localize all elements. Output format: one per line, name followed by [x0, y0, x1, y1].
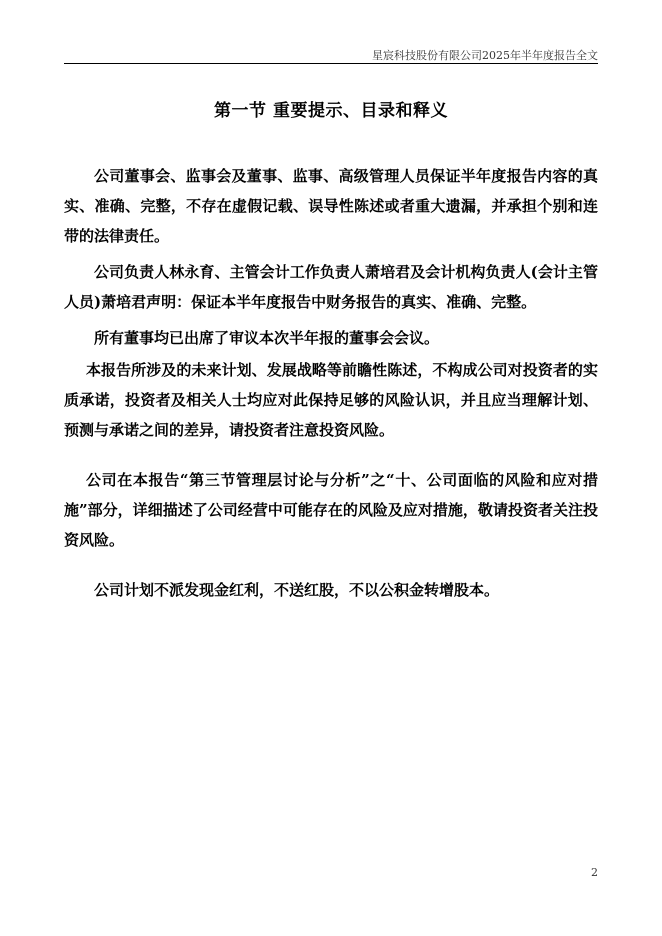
paragraph-responsibility-statement: 公司董事会、监事会及董事、监事、高级管理人员保证半年度报告内容的真实、准确、完整，不存在虚假记载、误导性陈述或者重大遗漏，并承担个别和连带的法律责任。: [64, 167, 598, 245]
paragraph-board-attendance: 所有董事均已出席了审议本次半年报的董事会会议。: [94, 329, 440, 347]
paragraph-forward-looking: 本报告所涉及的未来计划、发展战略等前瞻性陈述，不构成公司对投资者的实质承诺，投资者及相关人士均应对此保持足够的风险认识，并且应当理解计划、预测与承诺之间的差异，请投资者注意投资风险。: [64, 361, 598, 439]
paragraph-dividend-plan: 公司计划不派发现金红利，不送红股，不以公积金转增股本。: [94, 581, 500, 599]
section-title: 第一节 重要提示、目录和释义: [214, 101, 448, 121]
page-number: 2: [591, 866, 598, 879]
running-header: 星宸科技股份有限公司2025年半年度报告全文: [372, 49, 598, 62]
paragraph-financial-declaration: 公司负责人林永育、主管会计工作负责人萧培君及会计机构负责人(会计主管人员)萧培君声明：保证本半年度报告中财务报告的真实、准确、完整。: [64, 263, 598, 311]
paragraph-risk-reference: 公司在本报告“第三节管理层讨论与分析”之“十、公司面临的风险和应对措施”部分，详细描述了公司经营中可能存在的风险及应对措施，敬请投资者关注投资风险。: [64, 471, 598, 549]
header-divider: [64, 63, 598, 64]
